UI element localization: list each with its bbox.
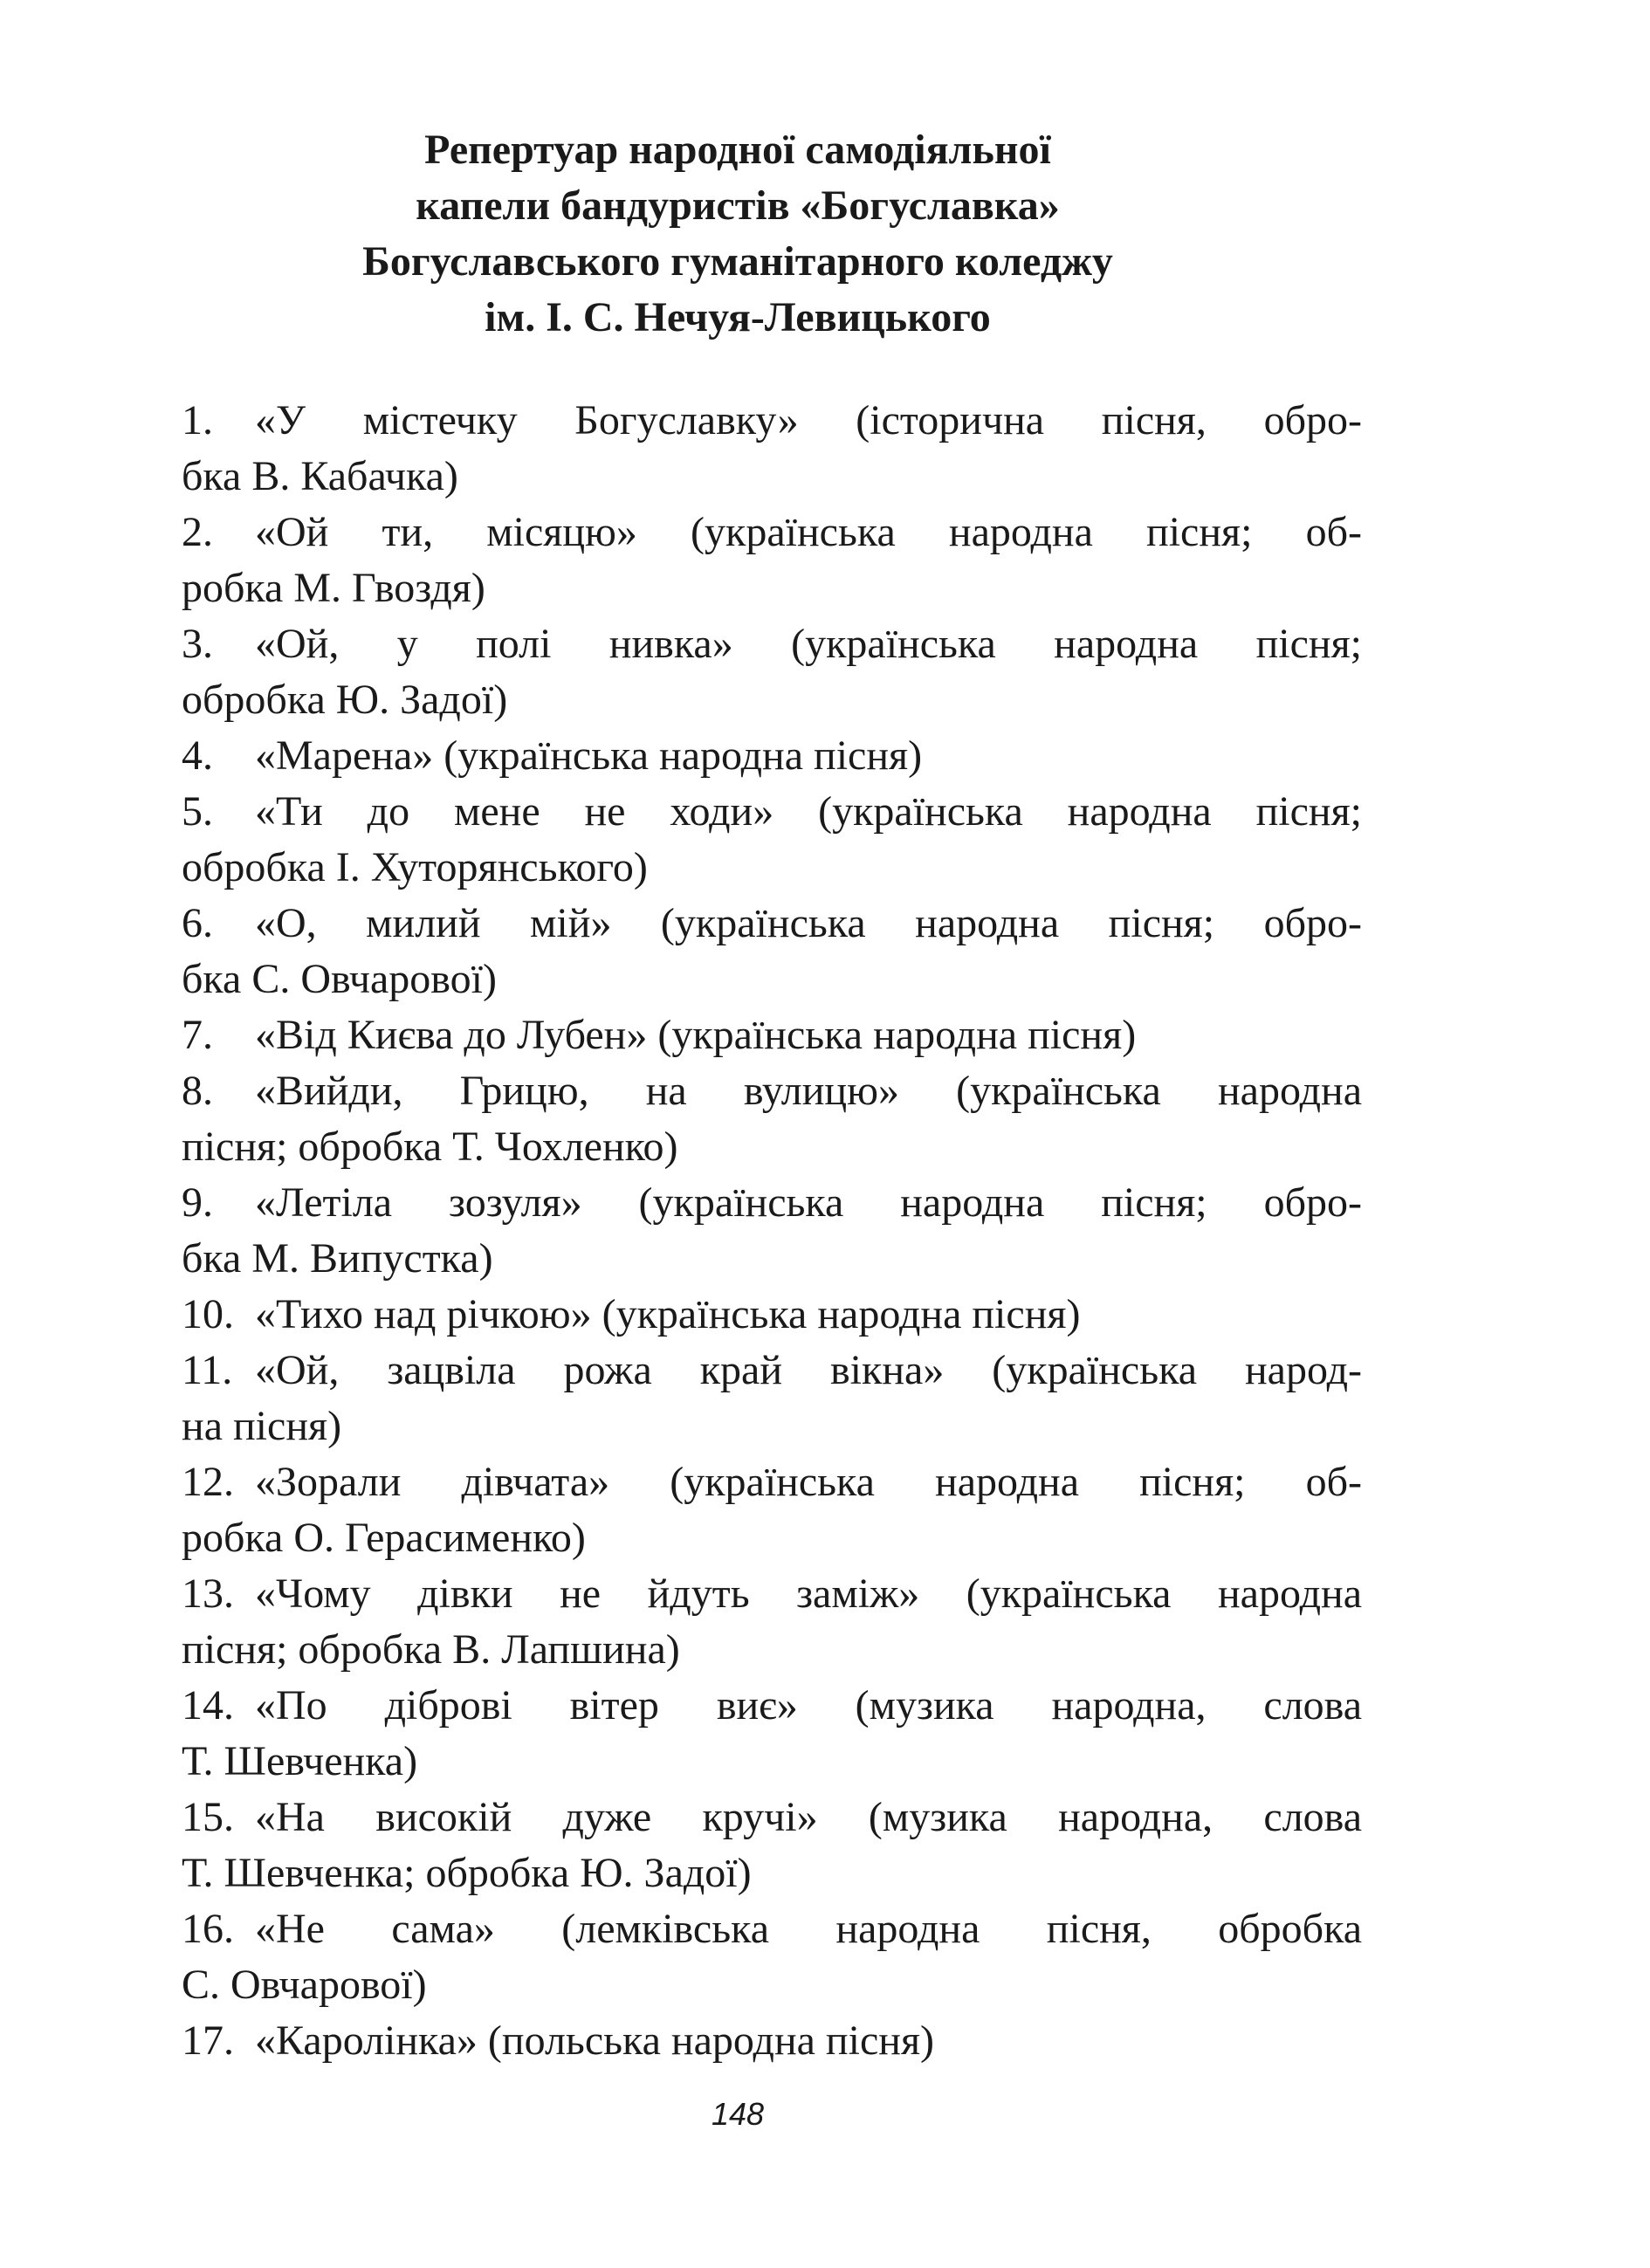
item-number: 6. bbox=[182, 900, 223, 946]
list-item-continuation bbox=[182, 1399, 1362, 1454]
item-text: «Марена» (українська народна пісня) bbox=[255, 732, 923, 779]
list-item-first-line bbox=[182, 1678, 1362, 1734]
item-text: «У містечку Богуславку» (історична пісня, обро- bbox=[255, 397, 1362, 443]
list-item bbox=[182, 1287, 1362, 1343]
item-number: 3. bbox=[182, 621, 223, 667]
item-number: 5. bbox=[182, 788, 223, 835]
item-text: С. Овчарової) bbox=[182, 1962, 427, 2008]
list-item-first-line bbox=[182, 1287, 1362, 1343]
item-text: «Ой, зацвіла рожа край вікна» (українська народ- bbox=[255, 1347, 1362, 1393]
item-text: «Не сама» (лемківська народна пісня, обробка bbox=[255, 1906, 1362, 1952]
list-item-continuation bbox=[182, 560, 1362, 616]
item-text: «Від Києва до Лубен» (українська народна пісня) bbox=[255, 1012, 1137, 1058]
item-number: 8. bbox=[182, 1068, 223, 1114]
list-item-continuation bbox=[182, 1845, 1362, 1901]
title-line: капели бандуристів «Богуславка» bbox=[416, 182, 1060, 229]
list-item bbox=[182, 1007, 1362, 1063]
list-item-first-line bbox=[182, 1901, 1362, 1957]
item-text: на пісня) bbox=[182, 1403, 342, 1449]
list-item-first-line bbox=[182, 1007, 1362, 1063]
title-line: Богуславського гуманітарного коледжу bbox=[362, 238, 1113, 285]
list-item-continuation bbox=[182, 672, 1362, 728]
item-text: обробка І. Хуторянського) bbox=[182, 844, 648, 890]
list-item bbox=[182, 1454, 1362, 1566]
list-item bbox=[182, 1790, 1362, 1901]
list-item-first-line bbox=[182, 1454, 1362, 1510]
item-text: «Чому дівки не йдуть заміж» (українська народна bbox=[255, 1570, 1362, 1617]
item-text: пісня; обробка В. Лапшина) bbox=[182, 1626, 680, 1673]
item-text: бка С. Овчарової) bbox=[182, 956, 497, 1002]
list-item bbox=[182, 728, 1362, 784]
list-item-continuation bbox=[182, 1957, 1362, 2013]
item-text: «Ой ти, місяцю» (українська народна пісня; об- bbox=[255, 509, 1362, 555]
title-line: ім. І. С. Нечуя-Левицького bbox=[485, 294, 991, 340]
song-list bbox=[182, 393, 1362, 2069]
item-text: «Летіла зозуля» (українська народна пісня; обро- bbox=[255, 1179, 1362, 1226]
list-item bbox=[182, 896, 1362, 1007]
item-number: 9. bbox=[182, 1179, 223, 1226]
item-text: «Зорали дівчата» (українська народна пісня; об- bbox=[255, 1459, 1362, 1505]
list-item-continuation bbox=[182, 1510, 1362, 1566]
list-item bbox=[182, 1678, 1362, 1790]
list-item-first-line bbox=[182, 1343, 1362, 1399]
list-item-first-line bbox=[182, 1566, 1362, 1622]
item-text: Т. Шевченка) bbox=[182, 1738, 418, 1784]
list-item-first-line bbox=[182, 896, 1362, 952]
item-text: робка О. Герасименко) bbox=[182, 1515, 586, 1561]
item-text: бка М. Випустка) bbox=[182, 1235, 493, 1282]
item-number: 13. bbox=[182, 1570, 244, 1617]
list-item bbox=[182, 784, 1362, 896]
list-item-first-line bbox=[182, 1063, 1362, 1119]
item-text: «По діброві вітер виє» (музика народна, слова bbox=[255, 1682, 1362, 1728]
list-item-first-line bbox=[182, 616, 1362, 672]
list-item bbox=[182, 1343, 1362, 1454]
item-number: 7. bbox=[182, 1012, 223, 1058]
item-text: «Ой, у полі нивка» (українська народна пісня; bbox=[255, 621, 1362, 667]
list-item-continuation bbox=[182, 1231, 1362, 1287]
item-number: 2. bbox=[182, 509, 223, 555]
item-text: «Тихо над річкою» (українська народна пісня) bbox=[255, 1291, 1081, 1337]
item-number: 1. bbox=[182, 397, 223, 443]
list-item bbox=[182, 616, 1362, 728]
item-text: пісня; обробка Т. Чохленко) bbox=[182, 1124, 678, 1170]
list-item bbox=[182, 1566, 1362, 1678]
item-text: «Вийди, Грицю, на вулицю» (українська народна bbox=[255, 1068, 1362, 1114]
item-text: обробка Ю. Задої) bbox=[182, 677, 508, 723]
list-item-continuation bbox=[182, 1622, 1362, 1678]
list-item-first-line bbox=[182, 784, 1362, 840]
item-number: 16. bbox=[182, 1906, 244, 1952]
list-item-continuation bbox=[182, 449, 1362, 505]
list-item-first-line bbox=[182, 1175, 1362, 1231]
list-item-continuation bbox=[182, 840, 1362, 896]
list-item-continuation bbox=[182, 952, 1362, 1007]
list-item-continuation bbox=[182, 1119, 1362, 1175]
item-number: 10. bbox=[182, 1291, 244, 1337]
item-number: 11. bbox=[182, 1347, 244, 1393]
item-number: 14. bbox=[182, 1682, 244, 1728]
title-line: Репертуар народної самодіяльної bbox=[424, 127, 1051, 173]
item-text: «Ти до мене не ходи» (українська народна пісня; bbox=[255, 788, 1362, 835]
list-item-first-line bbox=[182, 728, 1362, 784]
item-number: 15. bbox=[182, 1794, 244, 1840]
list-item-first-line bbox=[182, 2013, 1362, 2069]
item-text: робка М. Гвоздя) bbox=[182, 565, 485, 611]
list-item bbox=[182, 393, 1362, 505]
item-text: «На високій дуже кручі» (музика народна, слова bbox=[255, 1794, 1362, 1840]
item-text: бка В. Кабачка) bbox=[182, 453, 458, 499]
list-item bbox=[182, 1175, 1362, 1287]
list-item-first-line bbox=[182, 505, 1362, 560]
list-item-first-line bbox=[182, 1790, 1362, 1845]
item-text: «О, милий мій» (українська народна пісня; обро- bbox=[255, 900, 1362, 946]
list-item bbox=[182, 1901, 1362, 2013]
item-number: 17. bbox=[182, 2017, 244, 2064]
list-item bbox=[182, 2013, 1362, 2069]
item-text: «Каролінка» (польська народна пісня) bbox=[255, 2017, 935, 2064]
page-number: 148 bbox=[711, 2096, 765, 2132]
item-number: 4. bbox=[182, 732, 223, 779]
list-item bbox=[182, 1063, 1362, 1175]
item-number: 12. bbox=[182, 1459, 244, 1505]
list-item-continuation bbox=[182, 1734, 1362, 1790]
list-item bbox=[182, 505, 1362, 616]
list-item-first-line bbox=[182, 393, 1362, 449]
item-text: Т. Шевченка; обробка Ю. Задої) bbox=[182, 1850, 752, 1896]
repertoire-title bbox=[175, 122, 1301, 346]
